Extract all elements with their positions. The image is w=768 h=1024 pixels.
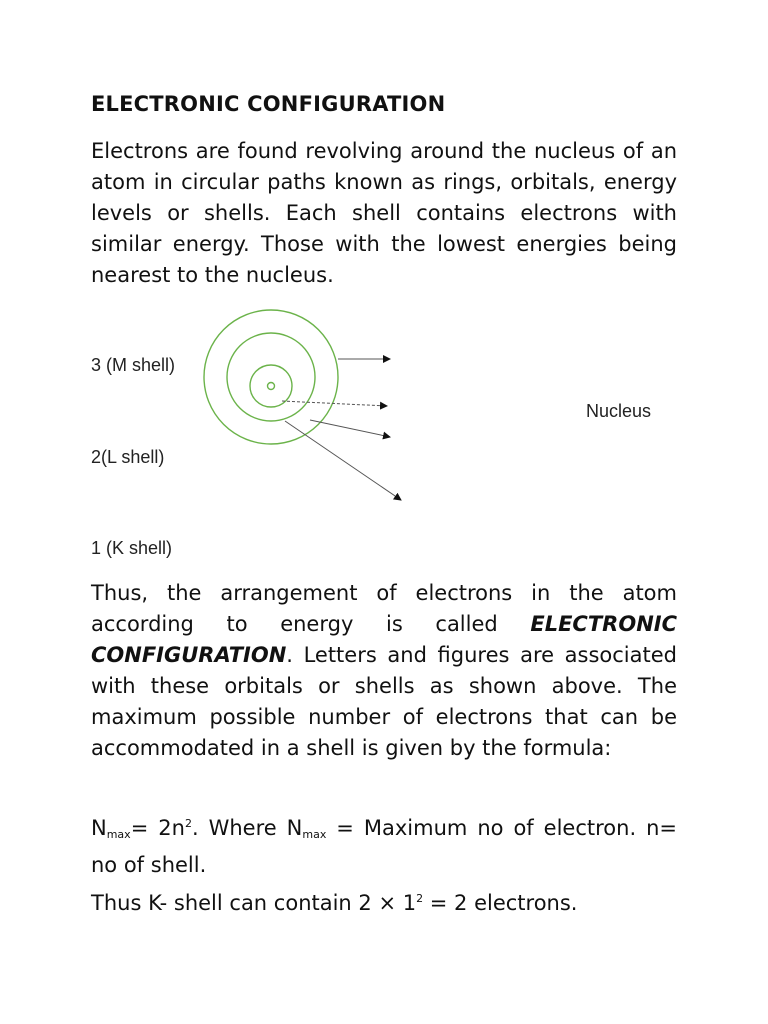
- pointer-arrow-nucleus: [285, 421, 401, 500]
- k-shell-capacity-paragraph: Thus K- shell can contain $2 \times 1^2 = 2$ electrons.: [91, 891, 578, 915]
- nucleus-label: Nucleus: [586, 401, 652, 421]
- nucleus-dot: [268, 383, 275, 390]
- pointer-arrow-l-shell: [282, 401, 387, 406]
- k-shell-circle: [250, 365, 292, 407]
- pointer-arrow-k-shell: [310, 420, 390, 437]
- m-shell-label: 3 (M shell): [91, 355, 176, 375]
- l-shell-circle: [227, 333, 315, 421]
- page-title: ELECTRONIC CONFIGURATION: [91, 92, 446, 116]
- body-paragraph: Thus, the arrangement of electrons in the atom according to energy is called ELECTRONIC CONFIGURATION. Letters and figures are associated with these orbitals or shells as shown above. The maximum possible number of electrons that can be accommodated in a shell is given by the formula:: [91, 581, 677, 760]
- k-shell-label: 1 (K shell): [91, 538, 173, 558]
- m-shell-circle: [204, 310, 338, 444]
- formula-paragraph: $N_{max}= 2n^2$. Where $N_{max}$ = Maximum no of electron. n= no of shell.: [91, 816, 677, 877]
- emphasis-term: ELECTRONIC CONFIGURATION: [91, 612, 677, 667]
- intro-paragraph: Electrons are found revolving around the nucleus of an atom in circular paths known as rings, orbitals, energy levels or shells. Each shell contains electrons with similar energy. Those with the lowest energies being nearest to the nucleus.: [91, 139, 677, 287]
- l-shell-label: 2(L shell): [91, 447, 165, 467]
